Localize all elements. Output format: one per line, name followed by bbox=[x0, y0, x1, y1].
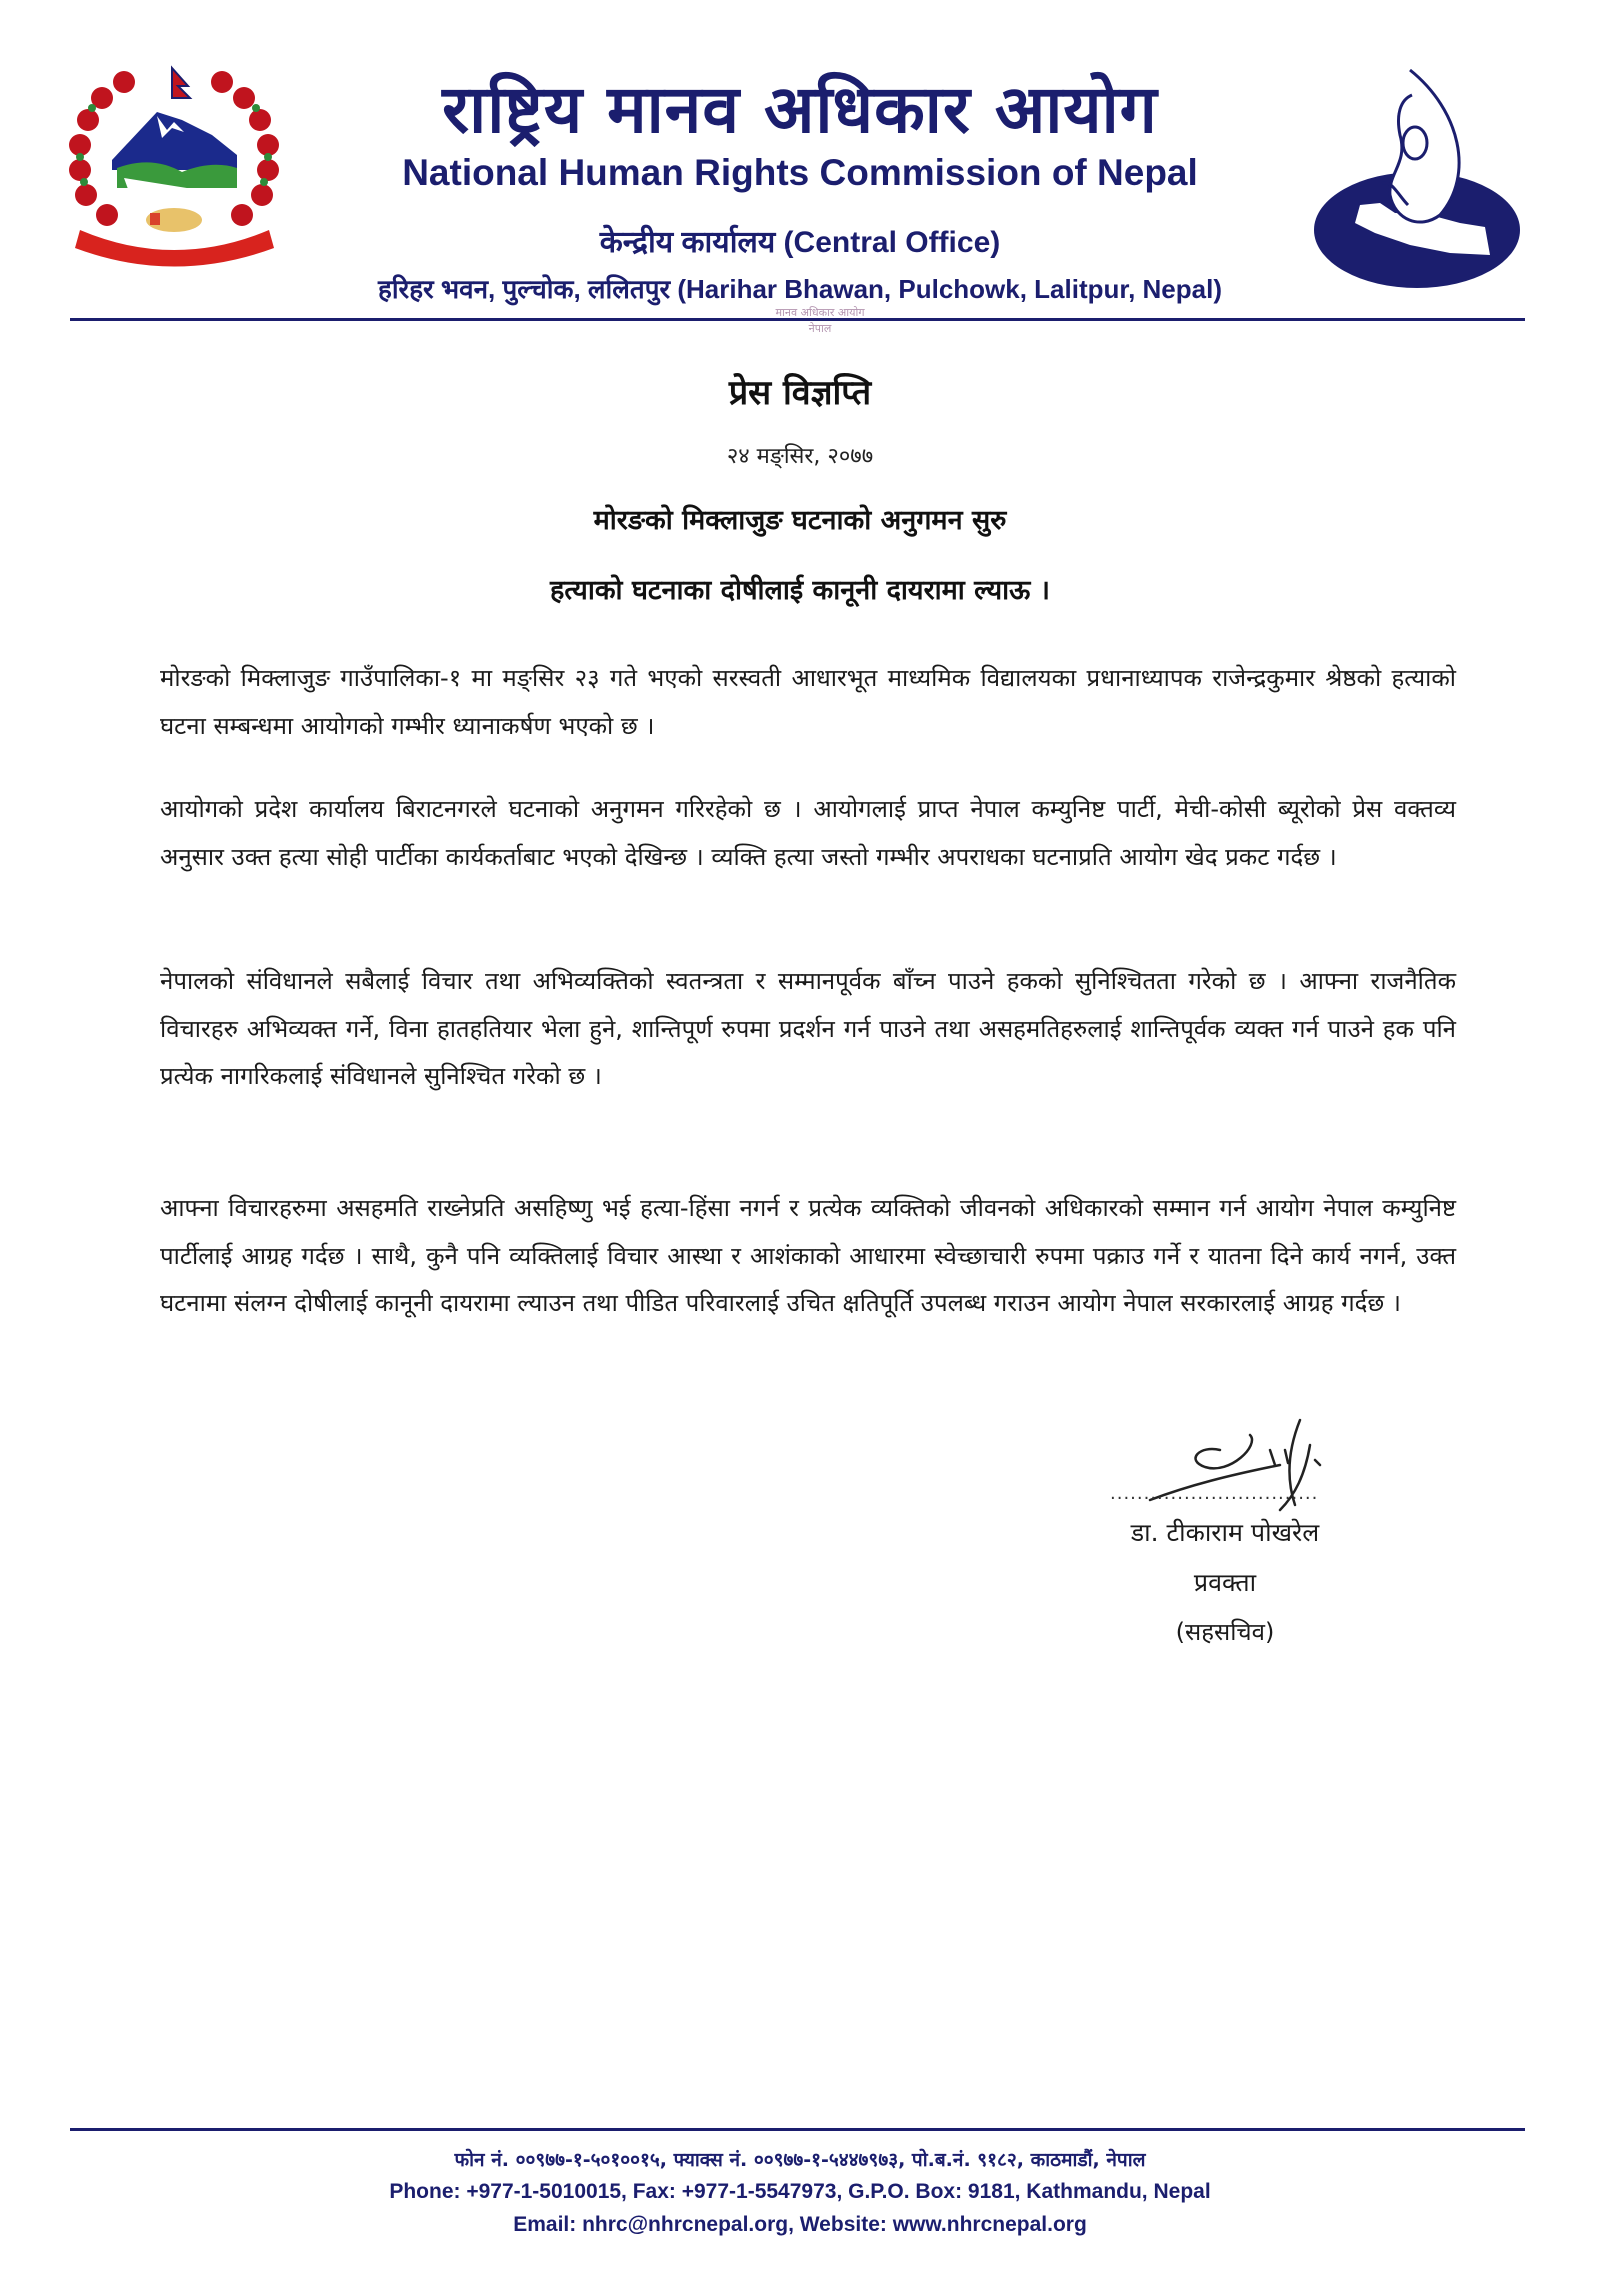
stamp-line: नेपाल bbox=[808, 322, 832, 335]
headline-2: हत्याको घटनाका दोषीलाई कानूनी दायरामा ल्याऊ । bbox=[550, 575, 1050, 606]
footer-contact-english: Phone: +977-1-5010015, Fax: +977-1-5547973, G.P.O. Box: 9181, Kathmandu, Nepal bbox=[389, 2180, 1211, 2203]
release-date: २४ मङ्सिर, २०७७ bbox=[726, 444, 874, 469]
press-release-title: प्रेस विज्ञप्ति bbox=[728, 373, 872, 413]
footer-contact-nepali: फोन नं. ००९७७-१-५०१००१५, फ्याक्स नं. ००९७७-१-५४४७९७३, पो.ब.नं. ९१८२, काठमाडौं, नेपाल bbox=[454, 2149, 1146, 2171]
nhrc-flame-map-logo-icon bbox=[1300, 55, 1535, 290]
signatory-role: प्रवक्ता bbox=[1193, 1568, 1257, 1597]
footer-email-website: Email: nhrc@nhrcnepal.org, Website: www.nhrcnepal.org bbox=[513, 2213, 1087, 2236]
body-paragraph: आफ्ना विचारहरुमा असहमति राख्नेप्रति असहिष्णु भई हत्या-हिंसा नगर्न र प्रत्येक व्यक्तिको जीवनको अधिकारको सम्मान गर्न आयोग नेपाल कम्युनिष्ट पार्टीलाई आग्रह गर्दछ । साथै, कुनै पनि व्यक्तिलाई विचार आस्था र आशंकाको आधारमा स्वेच्छाचारी रुपमा पक्राउ गर्ने र यातना दिने कार्य नगर्न, उक्त घटनामा संलग्न दोषीलाई कानूनी दायरामा ल्याउन तथा पीडित परिवारलाई उचित क्षतिपूर्ति उपलब्ध गराउन आयोग नेपाल सरकारलाई आग्रह गर्दछ । bbox=[160, 1194, 1456, 1317]
signature-dotted-line: ............................... bbox=[1110, 1483, 1319, 1504]
stamp-watermark bbox=[760, 305, 880, 337]
nepal-coat-of-arms-icon bbox=[62, 60, 287, 275]
signatory-name: डा. टीकाराम पोखरेल bbox=[1130, 1518, 1320, 1547]
office-name: केन्द्रीय कार्यालय (Central Office) bbox=[599, 226, 1001, 259]
organization-title-nepali: राष्ट्रिय मानव अधिकार आयोग bbox=[442, 71, 1158, 148]
headline-1: मोरङको मिक्लाजुङ घटनाको अनुगमन सुरु bbox=[593, 505, 1007, 536]
body-paragraph: मोरङको मिक्लाजुङ गाउँपालिका-१ मा मङ्सिर २३ गते भएको सरस्वती आधारभूत माध्यमिक विद्यालयका प्रधानाध्यापक राजेन्द्रकुमार श्रेष्ठको हत्याको घटना सम्बन्धमा आयोगको गम्भीर ध्यानाकर्षण भएको छ । bbox=[160, 664, 1456, 740]
signatory-rank: (सहसचिव) bbox=[1175, 1618, 1275, 1646]
footer-rule bbox=[70, 2128, 1525, 2131]
stamp-line: मानव अधिकार आयोग bbox=[775, 306, 865, 319]
office-address: हरिहर भवन, पुल्चोक, ललितपुर (Harihar Bhawan, Pulchowk, Lalitpur, Nepal) bbox=[378, 274, 1222, 304]
body-paragraph: नेपालको संविधानले सबैलाई विचार तथा अभिव्यक्तिको स्वतन्त्रता र सम्मानपूर्वक बाँच्न पाउने हकको सुनिश्चितता गरेको छ । आफ्ना राजनैतिक विचारहरु अभिव्यक्त गर्ने, विना हातहतियार भेला हुने, शान्तिपूर्ण रुपमा प्रदर्शन गर्न पाउने तथा असहमतिहरुलाई शान्तिपूर्वक व्यक्त गर्न पाउने हक पनि प्रत्येक नागरिकलाई संविधानले सुनिश्चित गरेको छ । bbox=[160, 967, 1456, 1090]
organization-title-english: National Human Rights Commission of Nepal bbox=[402, 152, 1198, 193]
body-paragraph: आयोगको प्रदेश कार्यालय बिराटनगरले घटनाको अनुगमन गरिरहेको छ । आयोगलाई प्राप्त नेपाल कम्युनिष्ट पार्टी, मेची-कोसी ब्यूरोको प्रेस वक्तव्य अनुसार उक्त हत्या सोही पार्टीका कार्यकर्ताबाट भएको देखिन्छ । व्यक्ति हत्या जस्तो गम्भीर अपराधका घटनाप्रति आयोग खेद प्रकट गर्दछ । bbox=[160, 795, 1456, 871]
